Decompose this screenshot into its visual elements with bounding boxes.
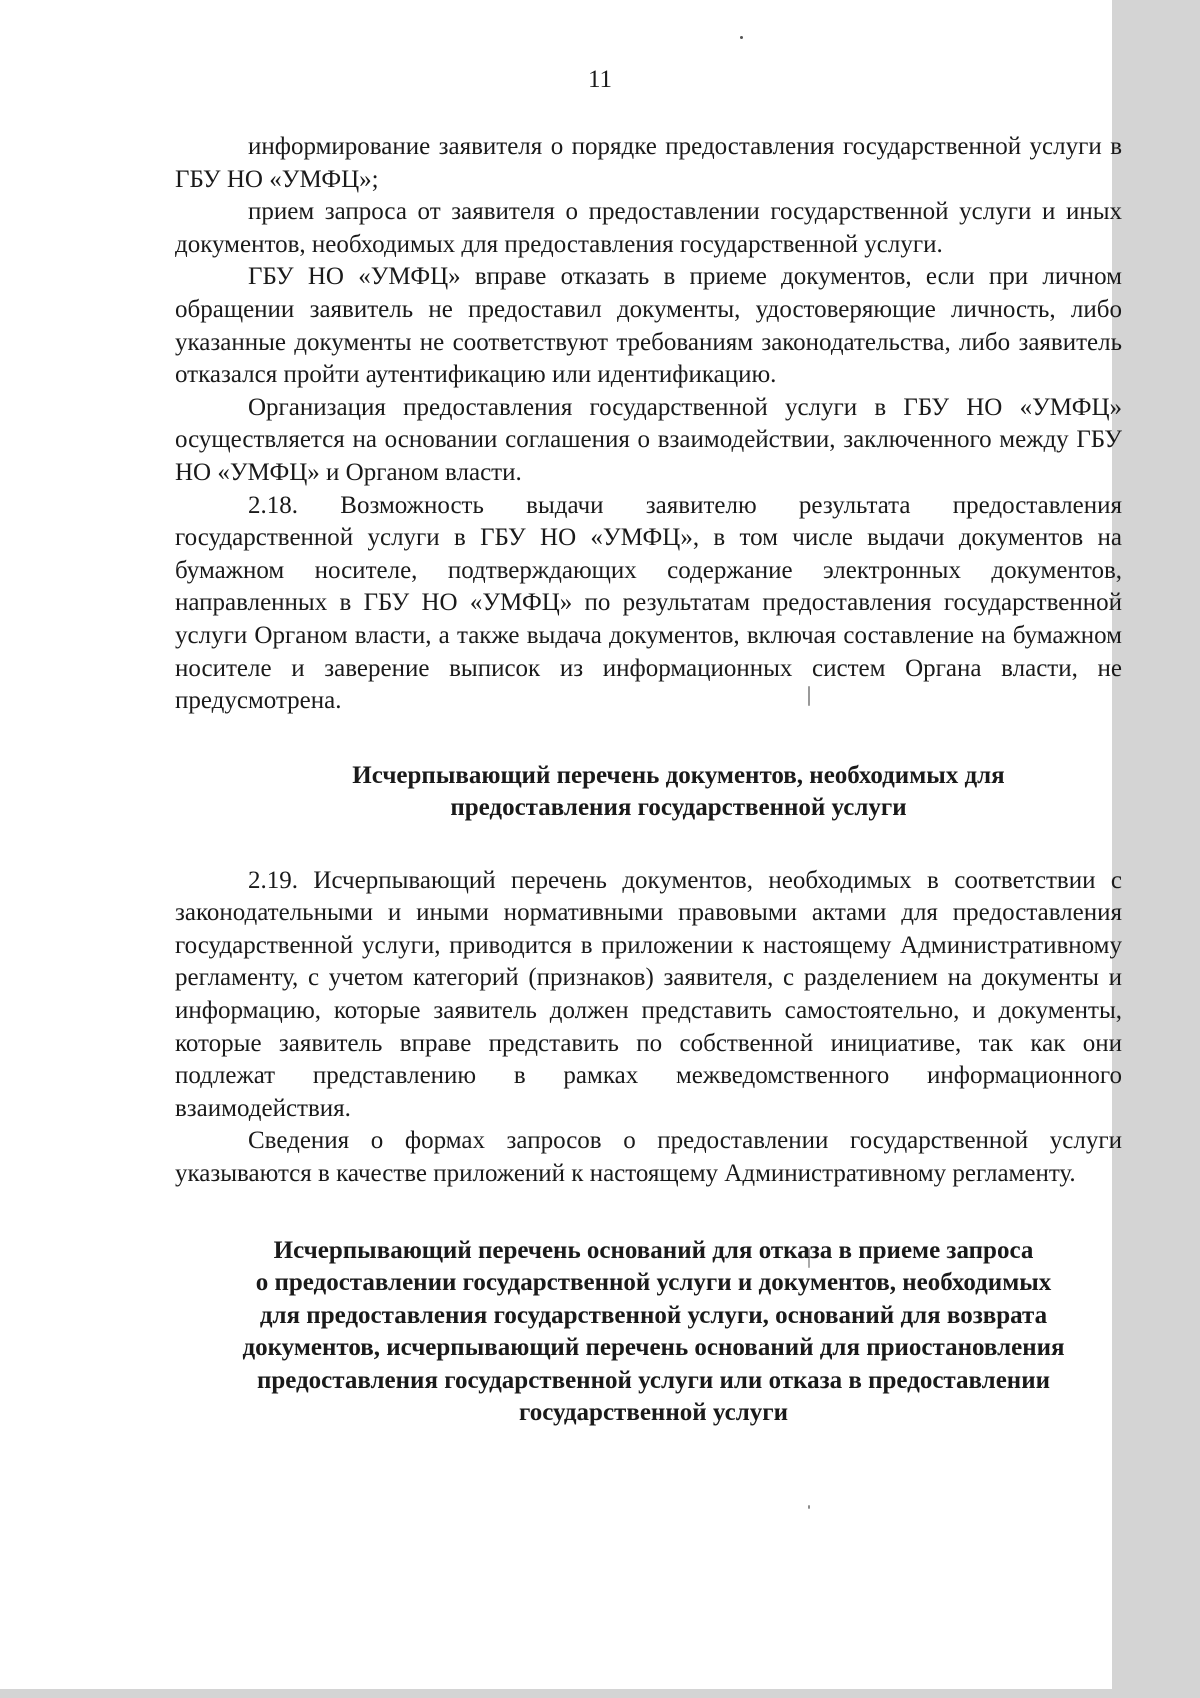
scan-speck — [808, 1505, 810, 1509]
scan-edge-bottom — [0, 1689, 1200, 1698]
section-heading — [175, 760, 1122, 825]
section-heading-line: предоставления государственной услуги — [450, 794, 907, 822]
section-heading-line: предоставления государственной услуги или отказа в предоставлении — [256, 1366, 1051, 1394]
body-paragraph: информирование заявителя о порядке предоставления государственной услуги в ГБУ НО «УМФЦ»; — [175, 133, 1122, 193]
section-heading-line: для предоставления государственной услуги, оснований для возврата — [259, 1301, 1048, 1329]
page-number: 11 — [587, 66, 613, 93]
section-heading-line: государственной услуги — [518, 1399, 789, 1427]
body-paragraph: 2.18. Возможность выдачи заявителю результата предоставления государственной услуги в ГБУ НО «УМФЦ», в том числе выдачи документов на бумажном носителе, подтверждающих содержание электронных документов, направленных в ГБУ НО «УМФЦ» по результатам предоставления государственной услуги Органом власти, а также выдача документов, включая составление на бумажном носителе и заверение выписок из информационных систем Органа власти, не предусмотрена. — [175, 491, 1122, 715]
scan-edge-right — [1112, 0, 1200, 1698]
section-heading-line: Исчерпывающий перечень оснований для отказа в приеме запроса — [273, 1236, 1034, 1264]
document-body — [175, 131, 1122, 1430]
scan-speck — [740, 36, 743, 39]
body-paragraph: ГБУ НО «УМФЦ» вправе отказать в приеме документов, если при личном обращении заявитель не предоставил документы, удостоверяющие личность, либо указанные документы не соответствуют требованиям законодательства, либо заявитель отказался пройти аутентификацию или идентификацию. — [175, 263, 1122, 389]
body-paragraph: прием запроса от заявителя о предоставлении государственной услуги и иных документов, необходимых для предоставления государственной услуги. — [175, 198, 1122, 258]
body-paragraph: Сведения о формах запросов о предоставлении государственной услуги указываются в качестве приложений к настоящему Административному регламенту. — [175, 1127, 1122, 1188]
body-paragraph: Организация предоставления государственной услуги в ГБУ НО «УМФЦ» осуществляется на основании соглашения о взаимодействии, заключенного между ГБУ НО «УМФЦ» и Органом власти. — [175, 393, 1122, 486]
section-heading — [171, 1235, 1136, 1430]
section-heading-line: документов, исчерпывающий перечень оснований для приостановления — [242, 1334, 1065, 1362]
section-heading-line: Исчерпывающий перечень документов, необходимых для — [352, 761, 1005, 789]
body-paragraph: 2.19. Исчерпывающий перечень документов, необходимых в соответствии с законодательными и иными нормативными правовыми актами для предоставления государственной услуги, приводится в приложении к настоящему Административному регламенту, с учетом категорий (признаков) заявителя, с разделением на документы и информацию, которые заявитель должен представить самостоятельно, и документы, которые заявитель вправе представить по собственной инициативе, так как они подлежат представлению в рамках межведомственного информационного взаимодействия. — [175, 866, 1122, 1122]
section-heading-line: о предоставлении государственной услуги и документов, необходимых — [255, 1269, 1052, 1297]
